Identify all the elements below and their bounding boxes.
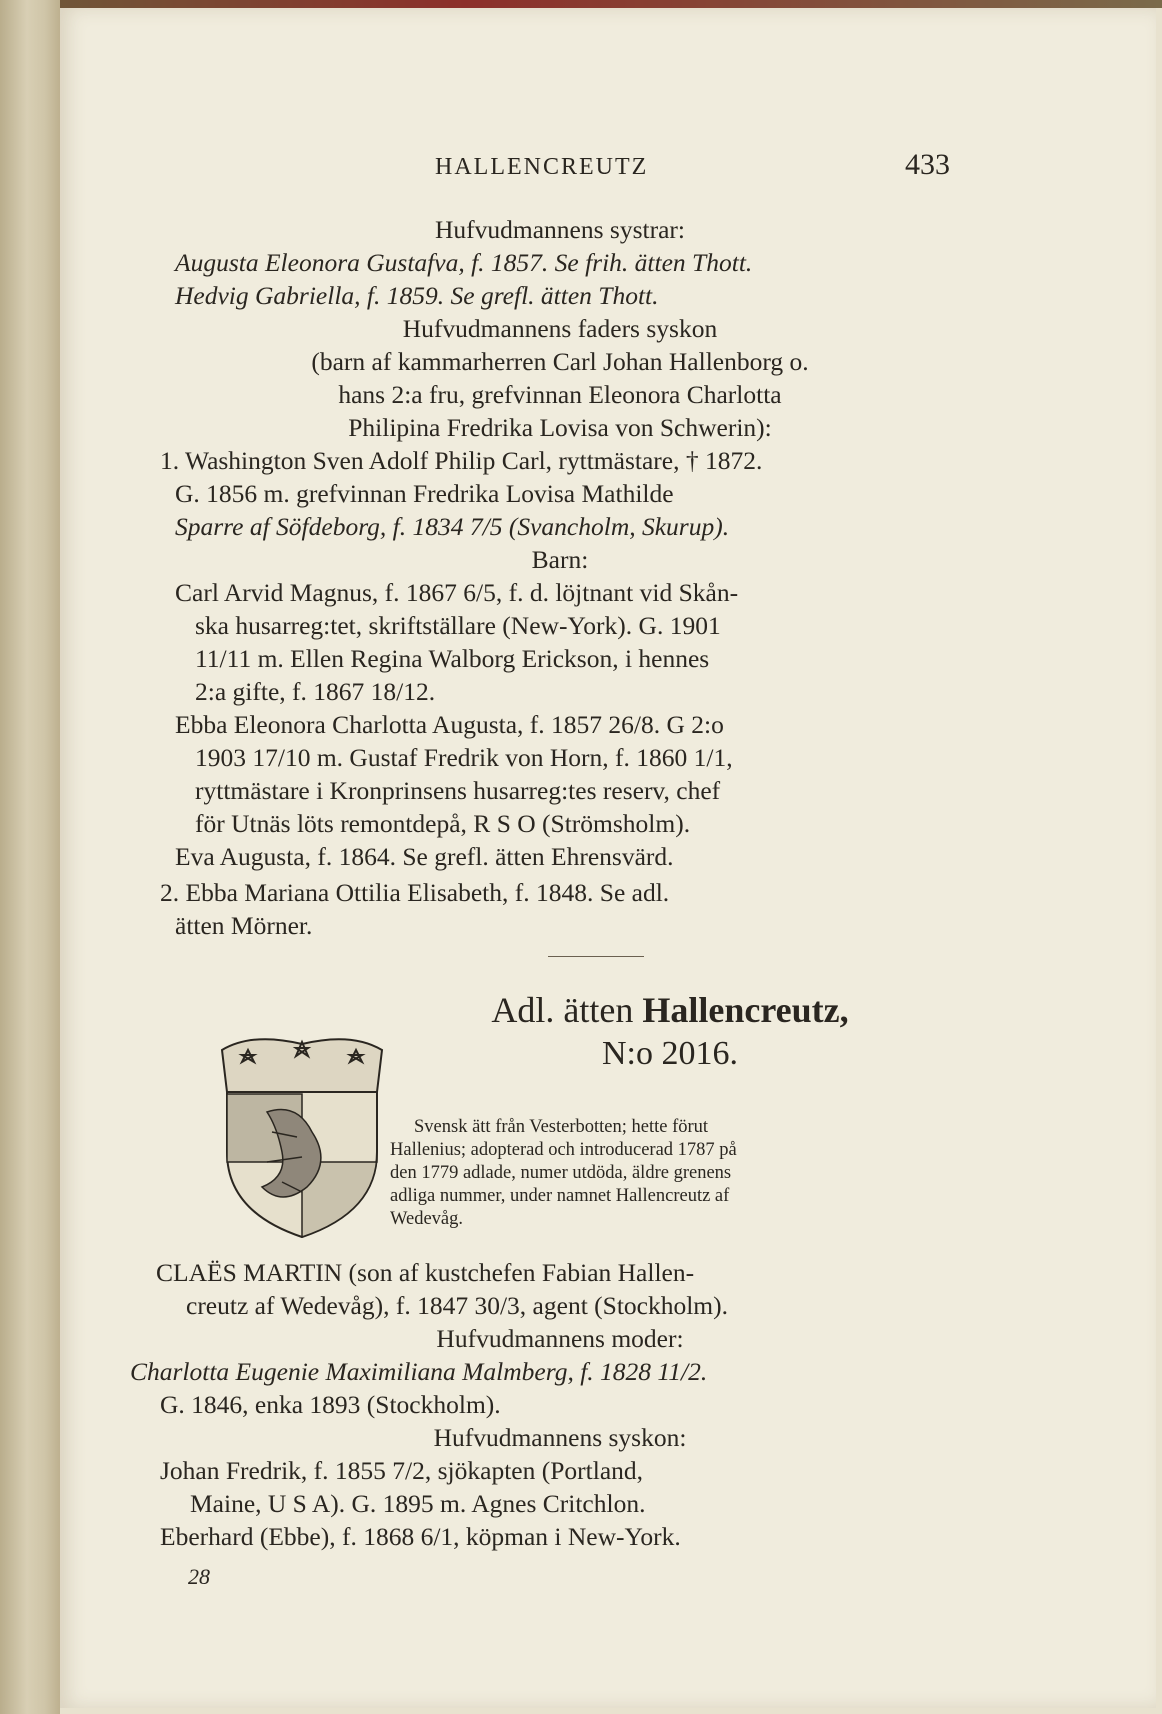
family-description: [390, 1116, 990, 1231]
mother-entry: [130, 1355, 1050, 1421]
entry-line: ätten Mörner.: [175, 911, 313, 940]
section-father-siblings-heading: [160, 312, 960, 444]
entry-washington: [160, 444, 1040, 543]
family-title-name: Hallencreutz,: [642, 990, 849, 1030]
child-line: Eva Augusta, f. 1864. Se grefl. ätten Ehrensvärd.: [175, 842, 674, 871]
entry-line: Sparre af Söfdeborg, f. 1834 7/5 (Svancholm, Skurup).: [175, 512, 730, 541]
sibling-line: Eberhard (Ebbe), f. 1868 6/1, köpman i New-York.: [160, 1522, 681, 1551]
family-title: [360, 988, 980, 1076]
family-title-line: [360, 988, 980, 1032]
family-number: N:o 2016.: [602, 1035, 738, 1072]
sibling-line: Maine, U S A). G. 1895 m. Agnes Critchlon.: [190, 1489, 646, 1518]
heading-line: Hufvudmannens faders syskon: [402, 314, 718, 343]
section-sisters: [160, 213, 960, 246]
book-top-edge: [0, 0, 1162, 8]
child-line: 1903 17/10 m. Gustaf Fredrik von Horn, f. 1860 1/1,: [195, 743, 733, 772]
family-title-prefix: Adl. ätten: [491, 990, 643, 1030]
child-line: 2:a gifte, f. 1867 18/12.: [195, 677, 436, 706]
description-line: adliga nummer, under namnet Hallencreutz af: [390, 1186, 730, 1206]
heading-sisters: Hufvudmannens systrar:: [435, 215, 685, 244]
heading-line: (barn af kammarherren Carl Johan Hallenborg o.: [311, 347, 809, 376]
mother-heading: [160, 1322, 960, 1355]
book-page: [60, 8, 1156, 1708]
sister-line: Hedvig Gabriella, f. 1859. Se grefl. ätten Thott.: [175, 281, 659, 310]
child-line: 11/11 m. Ellen Regina Walborg Erickson, i hennes: [195, 644, 710, 673]
coat-of-arms-icon: [212, 1032, 392, 1242]
page-number: 433: [905, 148, 950, 181]
heading-line: hans 2:a fru, grefvinnan Eleonora Charlotta: [338, 380, 782, 409]
entry-line: 1. Washington Sven Adolf Philip Carl, ryttmästare, † 1872.: [160, 446, 763, 475]
description-line: Wedevåg.: [390, 1209, 463, 1229]
barn-heading: [160, 543, 960, 576]
barn-list: [175, 576, 1035, 873]
child-line: ryttmästare i Kronprinsens husarreg:tes reserv, chef: [195, 776, 721, 805]
entry-line: 2. Ebba Mariana Ottilia Elisabeth, f. 1848. Se adl.: [160, 878, 670, 907]
child-line: Ebba Eleonora Charlotta Augusta, f. 1857 26/8. G 2:o: [175, 710, 724, 739]
heading-barn: Barn:: [531, 545, 589, 574]
mother-line: Charlotta Eugenie Maximiliana Malmberg, f. 1828 11/2.: [130, 1357, 708, 1386]
signature-mark: 28: [188, 1564, 210, 1589]
child-line: ska husarreg:tet, skriftställare (New-York). G. 1901: [195, 611, 721, 640]
entry-line: G. 1856 m. grefvinnan Fredrika Lovisa Mathilde: [175, 479, 674, 508]
siblings-heading: [160, 1421, 960, 1454]
description-line: Hallenius; adopterad och introducerad 1787 på: [390, 1140, 737, 1160]
book-spine: [0, 0, 60, 1714]
entry-ebba-mariana: [160, 876, 1040, 942]
child-line: för Utnäs löts remontdepå, R S O (Strömsholm).: [195, 809, 691, 838]
sisters-list: [175, 246, 1035, 312]
heading-siblings: Hufvudmannens syskon:: [433, 1423, 687, 1452]
description-line: Svensk ätt från Vesterbotten; hette förut: [414, 1117, 709, 1137]
section-divider: [548, 956, 644, 957]
entry-line: CLAËS MARTIN (son af kustchefen Fabian Hallen-: [156, 1258, 695, 1287]
sister-line: Augusta Eleonora Gustafva, f. 1857. Se frih. ätten Thott.: [175, 248, 753, 277]
page-header: [60, 148, 1156, 188]
entry-line: creutz af Wedevåg), f. 1847 30/3, agent (Stockholm).: [186, 1291, 729, 1320]
siblings-list: [160, 1454, 1040, 1553]
heading-line: Philipina Fredrika Lovisa von Schwerin):: [348, 413, 772, 442]
heading-mother: Hufvudmannens moder:: [436, 1324, 684, 1353]
entry-claes-martin: [156, 1256, 1046, 1322]
child-line: Carl Arvid Magnus, f. 1867 6/5, f. d. löjtnant vid Skån-: [175, 578, 739, 607]
description-line: den 1779 adlade, numer utdöda, äldre grenens: [390, 1163, 732, 1183]
sibling-line: Johan Fredrik, f. 1855 7/2, sjökapten (Portland,: [160, 1456, 644, 1485]
mother-line: G. 1846, enka 1893 (Stockholm).: [160, 1390, 501, 1419]
running-head: HALLENCREUTZ: [435, 154, 649, 180]
